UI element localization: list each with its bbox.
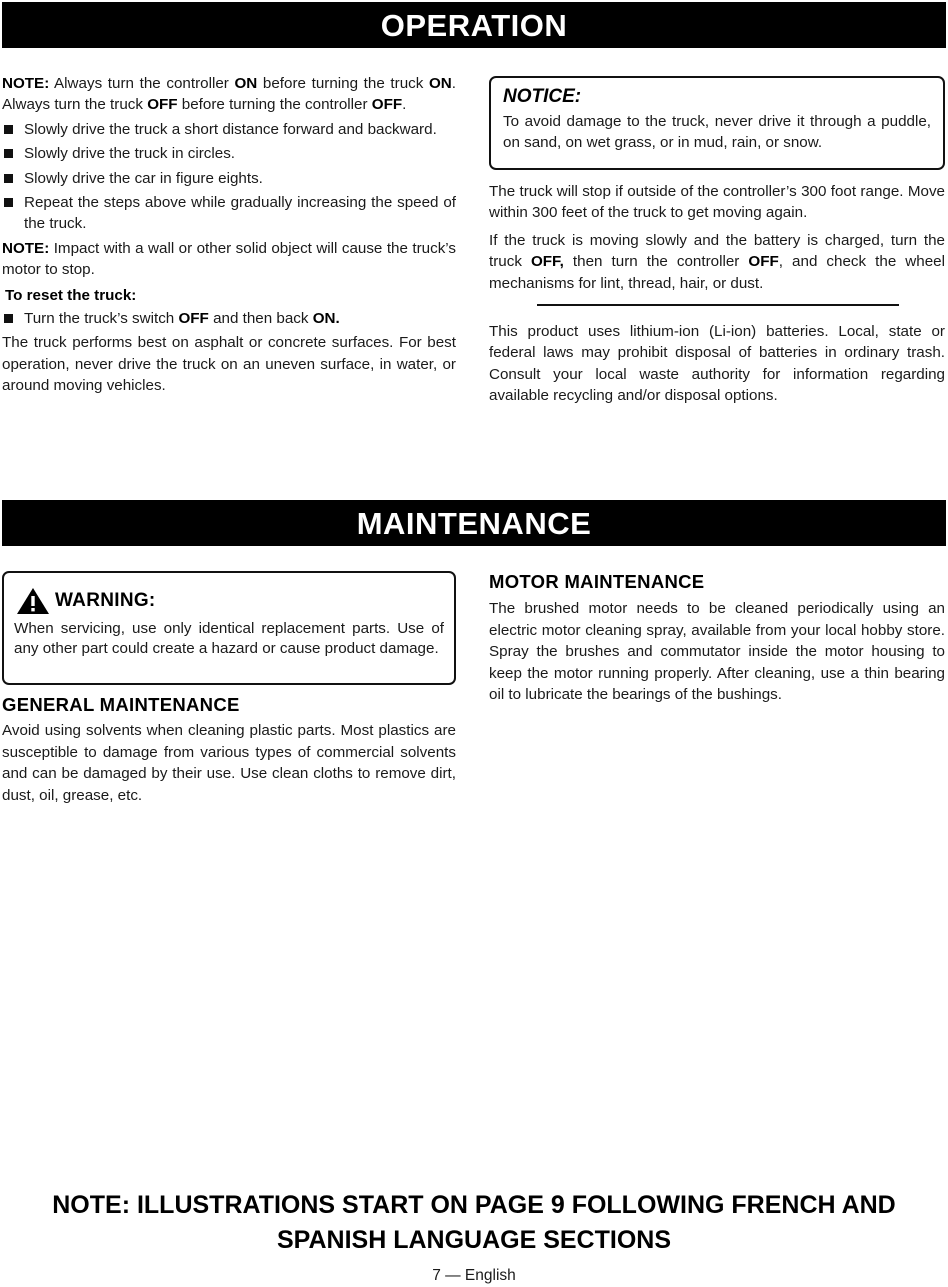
bullet-item: Repeat the steps above while gradually increasing the speed of the truck.: [2, 192, 456, 235]
note-impact: NOTE: Impact with a wall or other solid object will cause the truck’s motor to stop.: [2, 239, 456, 279]
bullet-item: Slowly drive the truck in circles.: [2, 143, 456, 164]
motor-maintenance-section: [489, 571, 945, 706]
note-label: NOTE:: [2, 75, 50, 92]
operation-banner: OPERATION: [2, 2, 946, 48]
square-bullet-icon: [4, 314, 13, 323]
warning-triangle-icon: [16, 587, 50, 615]
general-maintenance-text: Avoid using solvents when cleaning plastic parts. Most plastics are susceptible to damage from various types of commercial solvents and can be damaged by their use. Use clean cloths to remove dirt, dust, oil, grease, etc.: [2, 722, 456, 804]
warning-header: [16, 587, 444, 615]
warning-text: When servicing, use only identical replacement parts. Use of any other part could create a hazard or cause product damage.: [14, 620, 444, 657]
notice-title: NOTICE:: [503, 86, 582, 107]
battery-block: [489, 321, 945, 408]
operation-left-column: [2, 73, 456, 398]
motor-maintenance-text: The brushed motor needs to be cleaned periodically using an electric motor cleaning spray, available from your local hobby store. Spray the brushes and commutator inside the motor housing to keep the motor running properly. After cleaning, use a thin bearing oil to lubricate the bearings of the bushings.: [489, 600, 945, 704]
reset-heading: To reset the truck:: [5, 286, 137, 304]
notice-box: [489, 76, 945, 170]
battery-paragraph: This product uses lithium-ion (Li-ion) batteries. Local, state or federal laws may prohibit disposal of batteries in ordinary trash. Consult your local waste authority for information regarding available recycling and/or disposal options.: [489, 323, 945, 405]
operation-right-column: [489, 181, 945, 295]
note-controller-order: NOTE: Always turn the controller ON before turning the truck ON. Always turn the truck OFF before turning the controller OFF.: [2, 75, 456, 114]
surface-paragraph: The truck performs best on asphalt or concrete surfaces. For best operation, never drive the truck on an uneven surface, in water, or around moving vehicles.: [2, 334, 456, 395]
square-bullet-icon: [4, 174, 13, 183]
divider-rule: [537, 304, 899, 306]
general-maintenance-heading: GENERAL MAINTENANCE: [2, 694, 240, 715]
square-bullet-icon: [4, 125, 13, 134]
warning-title: WARNING:: [55, 590, 156, 611]
page-number: 7 — English: [432, 1267, 516, 1284]
notice-text: To avoid damage to the truck, never drive it through a puddle, on sand, on wet grass, or in mud, rain, or snow.: [503, 113, 931, 152]
warning-box: [2, 571, 456, 685]
bullet-item: Turn the truck’s switch OFF and then back ON.: [2, 308, 456, 329]
motor-maintenance-heading: MOTOR MAINTENANCE: [489, 571, 705, 592]
bullet-item: Slowly drive the car in figure eights.: [2, 168, 456, 189]
range-paragraph: The truck will stop if outside of the controller’s 300 foot range. Move within 300 feet of the truck to get moving again.: [489, 183, 945, 222]
illustrations-note-line2: SPANISH LANGUAGE SECTIONS: [276, 1226, 672, 1254]
maintenance-banner: MAINTENANCE: [2, 500, 946, 546]
slow-paragraph: If the truck is moving slowly and the battery is charged, turn the truck OFF, then turn the controller OFF, and check the wheel mechanisms for lint, thread, hair, or dust.: [489, 231, 945, 292]
square-bullet-icon: [4, 198, 13, 207]
square-bullet-icon: [4, 149, 13, 158]
illustrations-note-line1: NOTE: ILLUSTRATIONS START ON PAGE 9 FOLLOWING FRENCH AND: [52, 1191, 896, 1219]
bullet-item: Slowly drive the truck a short distance forward and backward.: [2, 119, 456, 140]
general-maintenance-section: [2, 694, 456, 807]
